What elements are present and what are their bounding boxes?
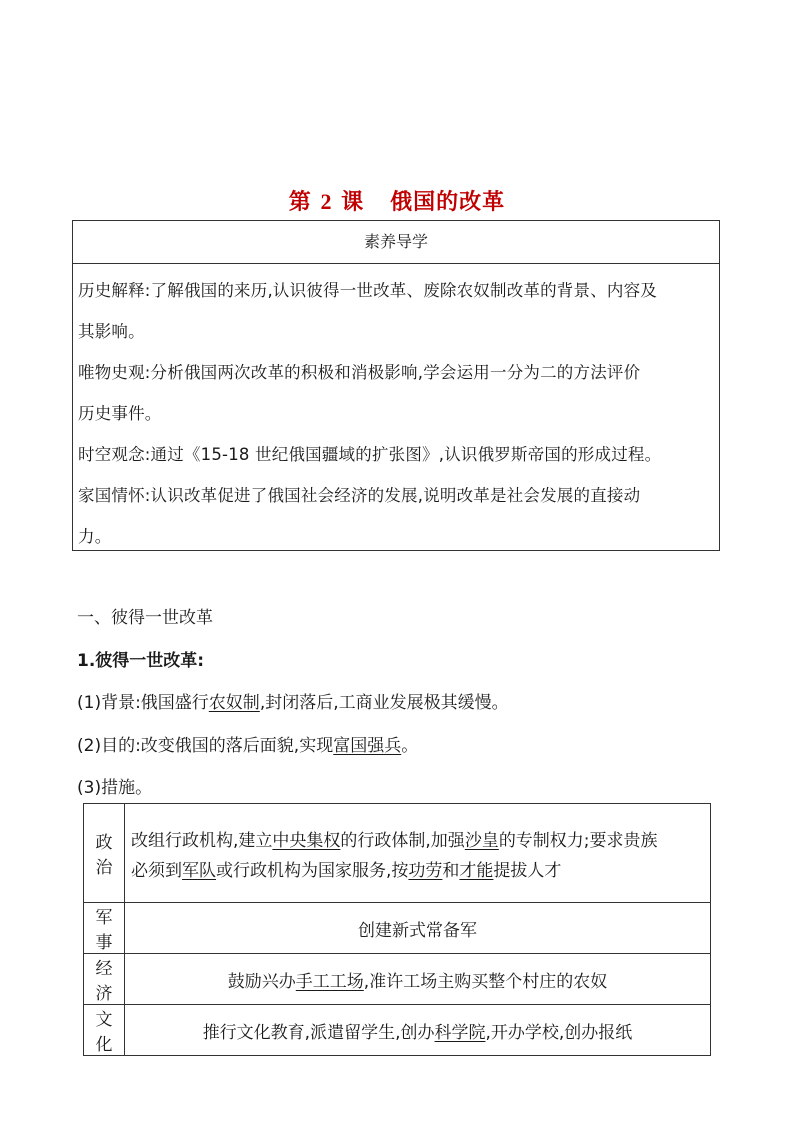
table-row [84,804,711,903]
cell-text: 改组行政机构,建立 [131,831,273,851]
guide-line: 家国情怀:认识改革促进了俄国社会经济的发展,说明改革是社会发展的直接动 [78,486,641,505]
title-prefix: 第 [288,189,312,215]
cell-text: 的专制权力;要求贵族 [498,831,658,851]
lesson-title: 俄国的改革 [390,189,506,215]
literacy-guide-body [73,264,719,557]
fill-blank-answer: 沙皇 [464,831,499,851]
subsection-heading: 1.彼得一世改革: [77,651,205,671]
goal-text: (2)目的:改变俄国的落后面貌,实现 [77,736,334,756]
content-cell [125,804,711,903]
cell-text: 提拔人才 [493,861,562,881]
literacy-guide-box [72,220,720,551]
background-text: (1)背景:俄国盛行 [77,693,209,713]
fill-blank-answer: 富国强兵 [333,736,402,756]
table-row [84,903,711,954]
guide-line: 其影响。 [78,322,145,341]
measures-label: (3)措施。 [77,778,153,798]
goal-text: 。 [401,736,419,756]
title-suffix: 课 [341,189,365,215]
fill-blank-answer: 功劳 [408,861,443,881]
cell-text: ,准许工场主购买整个村庄的农奴 [363,971,608,992]
goal-line [77,731,418,756]
table-row [84,954,711,1005]
guide-line: 历史解释:了解俄国的来历,认识彼得一世改革、废除农奴制改革的背景、内容及 [78,281,658,300]
content-cell: 创建新式常备军 [125,903,711,954]
cell-text: 必须到 [131,861,182,881]
table-row [84,1005,711,1056]
cell-text: 和 [442,861,460,881]
guide-line: 唯物史观:分析俄国两次改革的积极和消极影响,学会运用一分为二的方法评价 [78,363,641,382]
category-cell: 经济 [84,954,125,1005]
cell-text: 的行政体制,加强 [340,831,465,851]
literacy-guide-heading: 素养导学 [73,221,719,264]
content-cell [125,1005,711,1056]
category-cell: 文化 [84,1005,125,1056]
cell-text: ,开办学校,创办报纸 [485,1022,633,1043]
fill-blank-answer: 军队 [182,861,216,881]
fill-blank-answer: 农奴制 [208,693,260,713]
background-line [77,688,509,713]
fill-blank-answer: 手工工场 [295,971,364,992]
guide-line: 历史事件。 [78,404,162,423]
page-title [0,185,794,216]
background-text: ,封闭落后,工商业发展极其缓慢。 [259,693,509,713]
cell-text: 鼓励兴办 [227,971,296,992]
section-heading: 一、彼得一世改革 [77,608,213,628]
measures-table [83,803,711,1056]
content-cell [125,954,711,1005]
cell-text: 或行政机构为国家服务,按 [216,861,409,881]
lesson-number: 2 [320,189,333,214]
fill-blank-answer: 科学院 [434,1022,486,1043]
guide-line: 力。 [78,527,112,546]
category-cell: 政治 [84,804,125,903]
fill-blank-answer: 中央集权 [272,831,341,851]
category-cell: 军事 [84,903,125,954]
cell-text: 推行文化教育,派遣留学生,创办 [202,1022,435,1043]
guide-line: 时空观念:通过《15-18 世纪俄国疆域的扩张图》,认识俄罗斯帝国的形成过程。 [78,445,662,464]
fill-blank-answer: 才能 [459,861,494,881]
